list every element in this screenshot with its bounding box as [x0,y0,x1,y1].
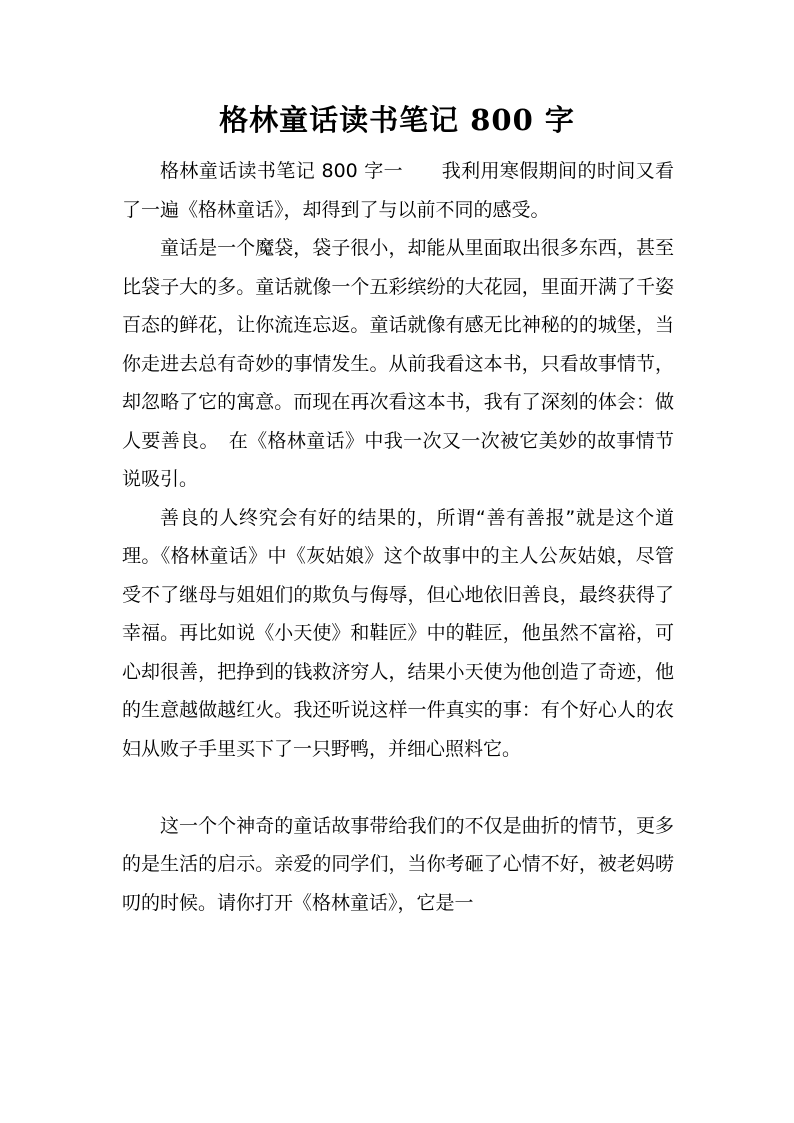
document-title: 格林童话读书笔记 800 字 [219,103,575,137]
paragraph-4: 这一个个神奇的童话故事带给我们的不仅是曲折的情节，更多的是生活的启示。亲爱的同学们，当你考砸了心情不好，被老妈唠叨的时候。请你打开《格林童话》，它是一 [122,814,674,914]
paragraph-3: 善良的人终究会有好的结果的，所谓“善有善报”就是这个道理。《格林童话》中《灰姑娘》这个故事中的主人公灰姑娘，尽管受不了继母与姐姐们的欺负与侮辱，但心地依旧善良，最终获得了幸福。再比如说《小天使》和鞋匠》中的鞋匠，他虽然不富裕，可心却很善，把挣到的钱救济穷人，结果小天使为他创造了奇迹，他的生意越做越红火。我还听说这样一件真实的事：有个好心人的农妇从败子手里买下了一只野鸭，并细心照料它。 [122,506,674,760]
paragraph-1: 格林童话读书笔记 800 字一 我利用寒假期间的时间又看了一遍《格林童话》，却得到了与以前不同的感受。 [122,160,674,221]
document-body [122,152,674,922]
paragraph-2: 童话是一个魔袋，袋子很小，却能从里面取出很多东西，甚至比袋子大的多。童话就像一个五彩缤纷的大花园，里面开满了千姿百态的鲜花，让你流连忘返。童话就像有感无比神秘的的城堡，当你走进去总有奇妙的事情发生。从前我看这本书，只看故事情节，却忽略了它的寓意。而现在再次看这本书，我有了深刻的体会：做人要善良。 在《格林童话》中我一次又一次被它美妙的故事情节说吸引。 [122,237,674,490]
paragraph-gap [122,768,674,807]
